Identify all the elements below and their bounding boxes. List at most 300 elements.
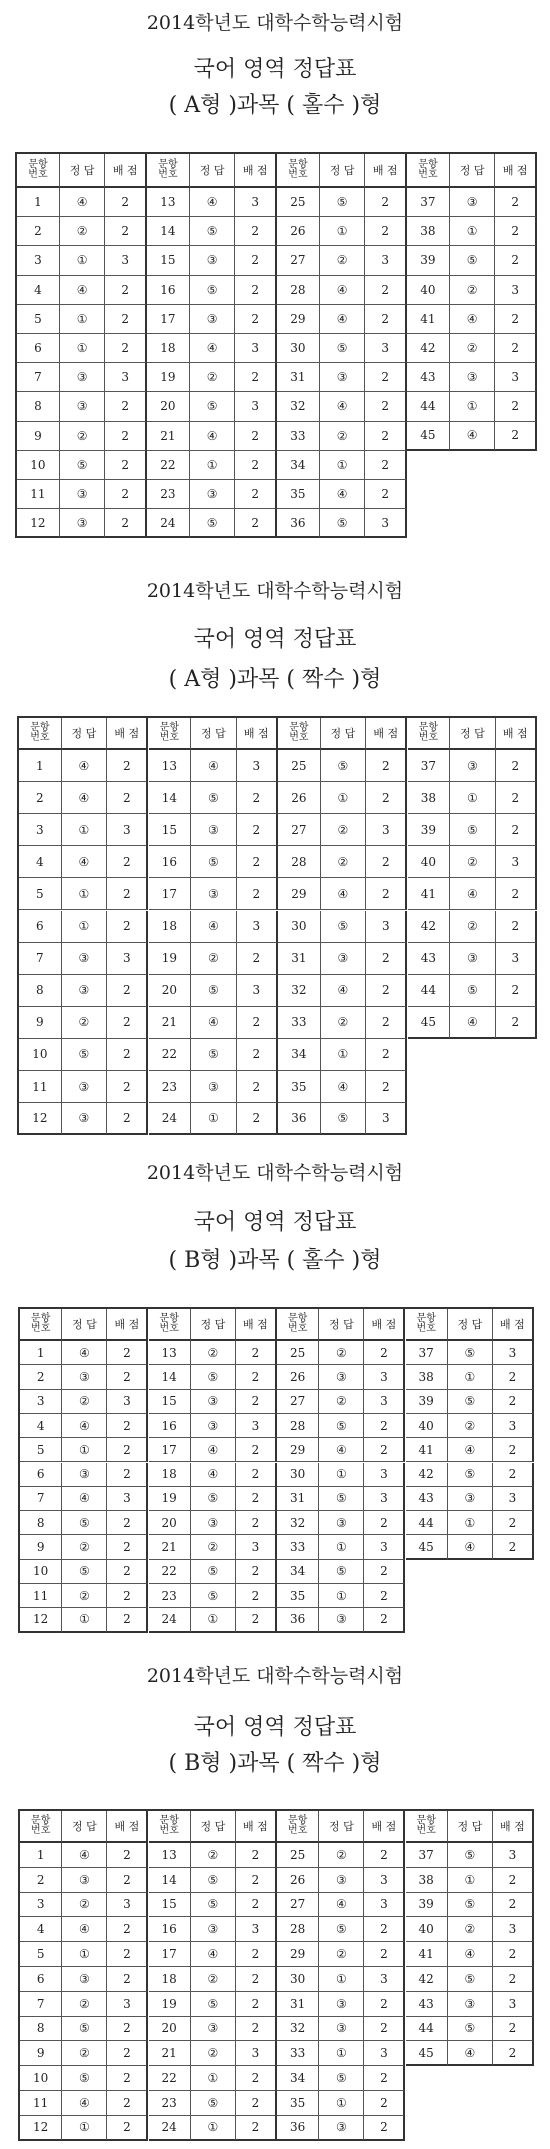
answer-choice: ④: [62, 1341, 107, 1365]
points-value: 2: [364, 1608, 405, 1632]
header-number-line2: 번호: [289, 732, 309, 743]
answer-choice: ②: [190, 363, 236, 392]
answer-choice: ②: [62, 1992, 107, 2017]
points-value: 2: [236, 1584, 277, 1608]
answer-table: [18, 1809, 534, 2141]
question-number: 36: [278, 1103, 321, 1135]
points-value: 2: [107, 1584, 148, 1608]
question-number: 26: [277, 1365, 319, 1389]
header-answer: 정 답: [319, 1309, 364, 1341]
question-number: 35: [277, 1584, 319, 1608]
points-value: 2: [107, 1868, 148, 1893]
question-number: 21: [149, 1007, 192, 1039]
header-question-number: [20, 1309, 62, 1341]
question-number: 41: [406, 1438, 448, 1462]
points-value: 3: [493, 1843, 534, 1868]
points-value: 2: [237, 1103, 278, 1135]
points-value: 2: [364, 2116, 405, 2141]
points-value: 2: [365, 217, 407, 246]
points-value: 2: [365, 188, 407, 217]
question-number: 10: [19, 1039, 62, 1071]
points-value: 2: [236, 2116, 277, 2141]
question-number: 2: [20, 1868, 62, 1893]
header-answer: 정 답: [321, 718, 366, 750]
answer-choice: ④: [450, 1007, 495, 1039]
header-number-line1: 문항: [416, 1312, 436, 1324]
points-value: 2: [237, 1039, 278, 1071]
points-value: 2: [364, 1414, 405, 1438]
answer-choice: ③: [450, 363, 496, 392]
header-number-line1: 문항: [288, 158, 308, 170]
header-number-line1: 문항: [288, 1312, 308, 1324]
points-value: 3: [493, 1487, 534, 1511]
points-value: 3: [236, 1535, 277, 1559]
question-number: 20: [149, 975, 192, 1007]
question-number: 34: [277, 451, 320, 480]
exam-year-title: 2014학년도 대학수학능력시험: [146, 1162, 404, 1184]
question-number: 10: [20, 1560, 62, 1584]
question-number: 29: [277, 305, 320, 334]
answer-choice: ②: [450, 911, 495, 943]
header-number-line1: 문항: [31, 1814, 51, 1826]
question-number: 44: [406, 2017, 448, 2042]
answer-choice: ③: [191, 1511, 236, 1535]
answer-choice: ⑤: [62, 1560, 107, 1584]
points-value: 2: [365, 363, 407, 392]
question-number: 4: [17, 276, 60, 305]
answer-choice: ①: [450, 217, 496, 246]
header-number-line2: 번호: [288, 1323, 308, 1334]
points-value: 3: [364, 1365, 405, 1389]
points-value: 2: [237, 782, 278, 814]
question-number: 37: [406, 1341, 448, 1365]
question-number: 38: [408, 782, 451, 814]
question-number: 14: [149, 1868, 191, 1893]
points-value: 2: [493, 1942, 534, 1967]
question-number: 11: [17, 480, 60, 509]
answer-choice: ④: [321, 1071, 366, 1103]
question-number: 8: [20, 2017, 62, 2042]
answer-choice: ④: [320, 392, 366, 421]
answer-choice: ①: [62, 814, 107, 846]
answer-choice: ④: [191, 750, 236, 782]
header-answer: 정 답: [191, 1309, 236, 1341]
question-number: 11: [19, 1071, 62, 1103]
answer-choice: ⑤: [191, 1039, 236, 1071]
answer-choice: ⑤: [62, 1511, 107, 1535]
question-number: 38: [407, 217, 450, 246]
answer-choice: ④: [62, 1917, 107, 1942]
question-number: 25: [277, 188, 320, 217]
question-number: 37: [406, 1843, 448, 1868]
answer-choice: ③: [62, 1071, 107, 1103]
header-question-number: [277, 1309, 319, 1341]
header-answer: 정 답: [191, 1811, 236, 1843]
question-number: 17: [149, 878, 192, 910]
question-number: 18: [149, 1463, 191, 1487]
question-number: 24: [149, 1608, 191, 1632]
answer-choice: ②: [191, 1967, 236, 1992]
question-number: 3: [20, 1390, 62, 1414]
points-value: 2: [107, 1365, 148, 1389]
answer-choice: ③: [191, 1414, 236, 1438]
points-value: 2: [107, 1917, 148, 1942]
question-number: 35: [277, 2091, 319, 2116]
question-number: 33: [277, 2041, 319, 2066]
points-value: 2: [236, 1438, 277, 1462]
question-number: 16: [149, 1917, 191, 1942]
question-number: 16: [149, 1414, 191, 1438]
points-value: 2: [107, 1843, 148, 1868]
question-number: 41: [408, 878, 451, 910]
answer-choice: ①: [448, 1868, 493, 1893]
answer-choice: ③: [190, 480, 236, 509]
answer-choice: ②: [62, 1535, 107, 1559]
question-number: 7: [17, 363, 60, 392]
points-value: 2: [236, 1560, 277, 1584]
answer-choice: ④: [62, 2091, 107, 2116]
answer-choice: ②: [62, 1390, 107, 1414]
subject-title: 국어 영역 정답표: [193, 1715, 357, 1740]
points-value: 3: [364, 1535, 405, 1559]
header-number-line2: 번호: [158, 169, 178, 180]
answer-choice: ⑤: [191, 782, 236, 814]
question-number: 44: [408, 975, 451, 1007]
question-number: 34: [277, 2066, 319, 2091]
question-number: 6: [20, 1967, 62, 1992]
answer-choice: ⑤: [448, 1341, 493, 1365]
header-number-line2: 번호: [31, 1825, 51, 1836]
answer-choice: ③: [190, 305, 236, 334]
question-number: 10: [20, 2066, 62, 2091]
question-number: 25: [278, 750, 321, 782]
points-value: 3: [364, 1893, 405, 1918]
answer-choice: ③: [319, 1511, 364, 1535]
header-points: 배 점: [236, 1811, 277, 1843]
points-value: 2: [236, 2017, 277, 2042]
answer-choice: ③: [60, 392, 106, 421]
answer-choice: ④: [62, 782, 107, 814]
question-number: 9: [20, 1535, 62, 1559]
points-value: 2: [237, 814, 278, 846]
points-value: 2: [235, 305, 277, 334]
answer-choice: ②: [450, 276, 496, 305]
points-value: 2: [493, 1967, 534, 1992]
answer-choice: ⑤: [320, 509, 366, 538]
points-value: 3: [364, 1390, 405, 1414]
question-number: 39: [408, 814, 451, 846]
question-number: 3: [17, 246, 60, 275]
exam-year-title: 2014학년도 대학수학능력시험: [146, 1665, 404, 1687]
exam-year-title: 2014학년도 대학수학능력시험: [146, 12, 404, 34]
header-question-number: [20, 1811, 62, 1843]
header-number-line1: 문항: [31, 1312, 51, 1324]
points-value: 2: [365, 392, 407, 421]
points-value: 3: [496, 943, 537, 975]
question-number: 12: [20, 1608, 62, 1632]
answer-choice: ③: [319, 1365, 364, 1389]
answer-choice: ⑤: [448, 1843, 493, 1868]
points-value: 2: [493, 1463, 534, 1487]
points-value: 2: [493, 1365, 534, 1389]
answer-choice: ⑤: [321, 911, 366, 943]
header-answer: 정 답: [320, 154, 366, 188]
answer-choice: ④: [60, 188, 106, 217]
question-number: 13: [149, 1341, 191, 1365]
question-number: 31: [277, 1992, 319, 2017]
question-number: 1: [19, 750, 62, 782]
question-number: 33: [278, 1007, 321, 1039]
answer-choice: ⑤: [62, 2066, 107, 2091]
question-number: 30: [277, 1967, 319, 1992]
points-value: 2: [236, 1992, 277, 2017]
header-number-line2: 번호: [30, 732, 50, 743]
question-number: 5: [19, 878, 62, 910]
question-number: 34: [277, 1560, 319, 1584]
answer-choice: ③: [62, 943, 107, 975]
answer-choice: ⑤: [319, 1560, 364, 1584]
points-value: 2: [105, 276, 147, 305]
points-value: 2: [235, 422, 277, 451]
answer-choice: ③: [450, 943, 495, 975]
points-value: 2: [236, 1365, 277, 1389]
answer-choice: ⑤: [319, 1414, 364, 1438]
question-number: 21: [149, 2041, 191, 2066]
answer-table: [18, 1307, 534, 1633]
points-value: 2: [107, 1967, 148, 1992]
question-number: 29: [277, 1942, 319, 1967]
answer-choice: ⑤: [450, 246, 496, 275]
points-value: 2: [236, 1843, 277, 1868]
answer-choice: ②: [191, 2041, 236, 2066]
points-value: 3: [107, 1487, 148, 1511]
answer-choice: ④: [62, 1414, 107, 1438]
question-number: 39: [406, 1893, 448, 1918]
answer-choice: ③: [191, 1071, 236, 1103]
header-points: 배 점: [364, 1309, 405, 1341]
answer-choice: ②: [319, 1942, 364, 1967]
answer-choice: ①: [62, 1942, 107, 1967]
answer-choice: ⑤: [62, 1039, 107, 1071]
header-points: 배 점: [493, 1811, 534, 1843]
question-number: 15: [149, 1893, 191, 1918]
points-value: 2: [493, 1438, 534, 1462]
points-value: 2: [364, 1341, 405, 1365]
header-answer: 정 답: [191, 718, 236, 750]
answer-choice: ⑤: [62, 2017, 107, 2042]
answer-choice: ②: [320, 422, 366, 451]
points-value: 2: [235, 451, 277, 480]
answer-choice: ④: [448, 2041, 493, 2066]
answer-choice: ②: [191, 1341, 236, 1365]
points-value: 3: [107, 1893, 148, 1918]
question-number: 38: [406, 1365, 448, 1389]
answer-choice: ④: [320, 305, 366, 334]
question-number: 30: [277, 334, 320, 363]
question-number: 21: [149, 1535, 191, 1559]
question-number: 32: [278, 975, 321, 1007]
answer-choice: ④: [191, 911, 236, 943]
question-number: 4: [20, 1917, 62, 1942]
points-value: 2: [105, 422, 147, 451]
question-number: 23: [149, 1071, 192, 1103]
points-value: 2: [236, 1463, 277, 1487]
answer-key-section: [0, 1653, 550, 2149]
header-number-line2: 번호: [416, 1825, 436, 1836]
question-number: 34: [278, 1039, 321, 1071]
header-points: 배 점: [366, 718, 407, 750]
answer-choice: ①: [319, 2041, 364, 2066]
question-number: 26: [277, 1868, 319, 1893]
question-number: 31: [278, 943, 321, 975]
answer-choice: ②: [62, 1584, 107, 1608]
header-points: 배 점: [107, 718, 148, 750]
answer-choice: ②: [321, 846, 366, 878]
points-value: 2: [366, 1071, 407, 1103]
answer-choice: ④: [319, 1893, 364, 1918]
points-value: 2: [107, 1071, 148, 1103]
points-value: 2: [366, 1039, 407, 1071]
points-value: 2: [496, 878, 537, 910]
question-number: 5: [17, 305, 60, 334]
answer-choice: ①: [62, 1608, 107, 1632]
answer-key-section: [0, 1150, 550, 1641]
question-number: 3: [20, 1893, 62, 1918]
answer-choice: ⑤: [450, 975, 495, 1007]
answer-choice: ③: [62, 1463, 107, 1487]
answer-choice: ④: [320, 480, 366, 509]
points-value: 2: [107, 1438, 148, 1462]
question-number: 30: [277, 1463, 319, 1487]
header-number-line2: 번호: [31, 1323, 51, 1334]
answer-choice: ③: [62, 1967, 107, 1992]
question-number: 40: [406, 1917, 448, 1942]
points-value: 3: [107, 943, 148, 975]
answer-choice: ②: [191, 943, 236, 975]
answer-choice: ③: [60, 509, 106, 538]
answer-choice: ④: [190, 422, 236, 451]
points-value: 3: [237, 911, 278, 943]
question-number: 40: [407, 276, 450, 305]
question-number: 17: [149, 1942, 191, 1967]
points-value: 2: [235, 276, 277, 305]
question-number: 27: [277, 246, 320, 275]
question-number: 8: [19, 975, 62, 1007]
question-number: 8: [20, 1511, 62, 1535]
question-number: 17: [149, 1438, 191, 1462]
question-number: 19: [149, 943, 192, 975]
points-value: 2: [496, 750, 537, 782]
header-answer: 정 답: [62, 718, 107, 750]
points-value: 3: [366, 911, 407, 943]
question-number: 23: [149, 2091, 191, 2116]
points-value: 2: [107, 1341, 148, 1365]
question-number: 41: [406, 1942, 448, 1967]
question-number: 45: [408, 1007, 451, 1039]
points-value: 2: [236, 1608, 277, 1632]
header-answer: 정 답: [448, 1811, 493, 1843]
answer-choice: ⑤: [448, 1390, 493, 1414]
answer-key-section: [0, 568, 550, 1143]
question-number: 9: [17, 422, 60, 451]
question-number: 31: [277, 363, 320, 392]
points-value: 3: [364, 1868, 405, 1893]
points-value: 3: [235, 392, 277, 421]
question-number: 27: [277, 1390, 319, 1414]
question-number: 43: [408, 943, 451, 975]
points-value: 2: [107, 846, 148, 878]
points-value: 2: [365, 276, 407, 305]
question-number: 19: [147, 363, 190, 392]
points-value: 2: [365, 480, 407, 509]
question-number: 28: [277, 276, 320, 305]
header-points: 배 점: [496, 718, 537, 750]
header-answer: 정 답: [190, 154, 236, 188]
answer-choice: ①: [319, 1584, 364, 1608]
answer-choice: ③: [191, 878, 236, 910]
subject-title: 국어 영역 정답표: [193, 627, 357, 652]
question-number: 33: [277, 1535, 319, 1559]
question-number: 1: [20, 1341, 62, 1365]
question-number: 17: [147, 305, 190, 334]
answer-choice: ①: [321, 1039, 366, 1071]
answer-choice: ①: [320, 217, 366, 246]
question-number: 12: [20, 2116, 62, 2141]
answer-choice: ③: [321, 943, 366, 975]
points-value: 2: [364, 2091, 405, 2116]
answer-choice: ②: [321, 1007, 366, 1039]
header-points: 배 점: [364, 1811, 405, 1843]
header-number-line2: 번호: [28, 169, 48, 180]
points-value: 2: [107, 2116, 148, 2141]
header-question-number: [277, 154, 320, 188]
answer-choice: ①: [320, 451, 366, 480]
question-number: 27: [278, 814, 321, 846]
answer-choice: ①: [191, 1103, 236, 1135]
form-type-title: ( A형 )과목 ( 홀수 )형: [168, 93, 382, 118]
header-number-line1: 문항: [418, 158, 438, 170]
question-number: 5: [20, 1438, 62, 1462]
question-number: 6: [17, 334, 60, 363]
points-value: 2: [235, 217, 277, 246]
answer-choice: ⑤: [448, 1967, 493, 1992]
points-value: 2: [235, 363, 277, 392]
points-value: 2: [235, 509, 277, 538]
answer-choice: ③: [448, 1487, 493, 1511]
question-number: 7: [20, 1487, 62, 1511]
answer-choice: ①: [448, 1365, 493, 1389]
answer-choice: ④: [60, 276, 106, 305]
question-number: 3: [19, 814, 62, 846]
points-value: 2: [364, 1560, 405, 1584]
question-number: 20: [147, 392, 190, 421]
answer-choice: ②: [321, 814, 366, 846]
answer-choice: ②: [319, 1390, 364, 1414]
points-value: 2: [235, 480, 277, 509]
points-value: 2: [496, 814, 537, 846]
points-value: 2: [107, 1535, 148, 1559]
question-number: 36: [277, 2116, 319, 2141]
question-number: 31: [277, 1487, 319, 1511]
question-number: 42: [406, 1967, 448, 1992]
answer-choice: ①: [60, 334, 106, 363]
header-question-number: [147, 154, 190, 188]
question-number: 45: [406, 2041, 448, 2066]
points-value: 2: [236, 1967, 277, 1992]
points-value: 3: [235, 334, 277, 363]
answer-choice: ③: [320, 363, 366, 392]
points-value: 3: [107, 814, 148, 846]
